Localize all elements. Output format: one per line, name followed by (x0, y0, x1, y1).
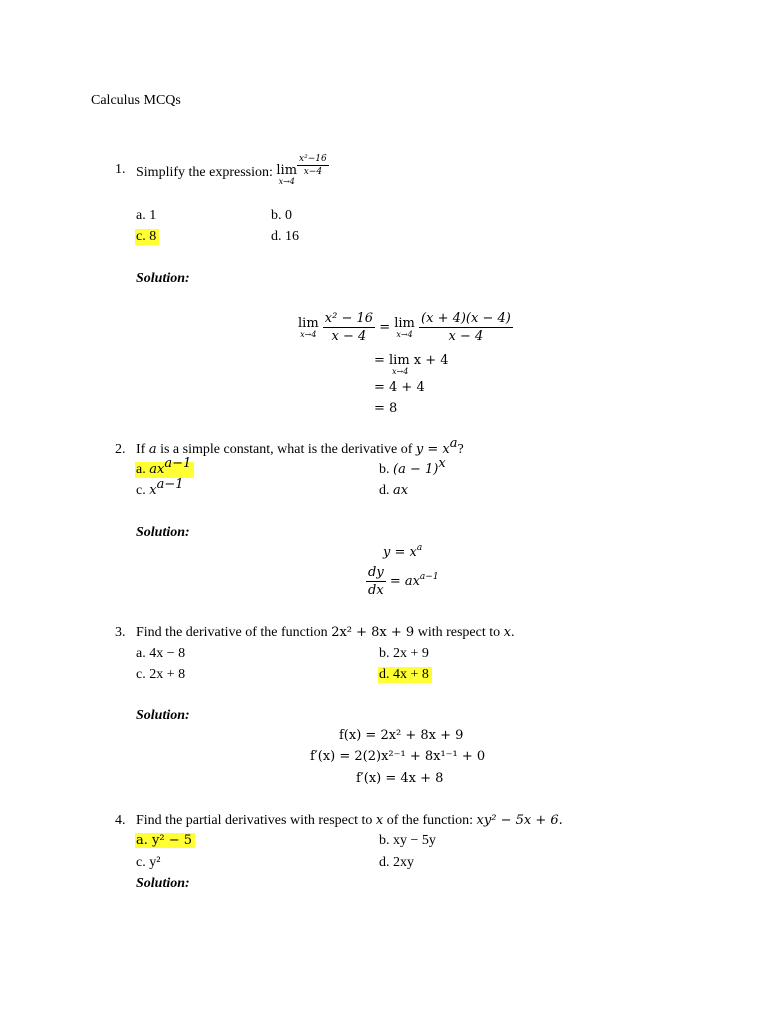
question-2-number: 2. (115, 442, 126, 457)
q2-option-c[interactable]: c. $x^{a-1}$ (136, 477, 184, 498)
q2-solution-line-2: $\frac{dy}{dx}$ = $ax^{a-1}$ (368, 565, 439, 598)
question-1-number: 1. (115, 162, 126, 177)
q1-solution-line-4: = 8 (374, 401, 398, 416)
q1-solution-line-2: = lim x + 4 (374, 353, 449, 368)
q2-solution-label: Solution: (136, 525, 190, 540)
q3-option-d[interactable]: d. 4x + 8 (378, 667, 432, 683)
q1-solution-line-1: lim x→4 $\frac{\text{x² − 16}}{x - 4}$ = lim x→4 $\frac{(x + 4)(x - 4)}{x - 4}$ (298, 311, 511, 344)
limit-fraction: $\frac{\text{x²−16}}{x-4}$ (299, 154, 327, 177)
q2-solution-line-1: $y = x^a$ (383, 543, 423, 560)
q2-option-b[interactable]: b. $(a - 1)^x$ (379, 456, 446, 477)
q3-option-c[interactable]: c. 2x + 8 (136, 667, 186, 682)
question-4-number: 4. (115, 813, 126, 828)
q4-option-a[interactable]: a. y² − 5 (135, 833, 195, 848)
q1-option-d[interactable]: d. 16 (271, 229, 299, 244)
question-3-number: 3. (115, 625, 126, 640)
question-4: Find the partial derivatives with respect to x of the function: xy² − 5x + 6. (136, 813, 563, 828)
q1-solution-label: Solution: (136, 271, 190, 286)
page-title: Calculus MCQs (91, 93, 181, 108)
question-1-text: Simplify the expression: (136, 165, 277, 180)
q1-solution-line-3: = 4 + 4 (374, 380, 425, 395)
question-1 (136, 154, 329, 186)
q3-option-a[interactable]: a. 4x − 8 (136, 646, 186, 661)
q1-option-a[interactable]: a. 1 (136, 208, 157, 223)
limit-operator: lim x→4 (276, 163, 298, 186)
q3-solution-line-1: f(x) = 2x² + 8x + 9 (339, 728, 464, 743)
q2-option-d[interactable]: d. ax (379, 483, 409, 498)
q1-option-b[interactable]: b. 0 (271, 208, 292, 223)
q4-option-b[interactable]: b. xy − 5y (379, 833, 436, 848)
q3-solution-line-2: f′(x) = 2(2)x²⁻¹ + 8x¹⁻¹ + 0 (310, 749, 486, 764)
q2-option-a[interactable]: a. $ax^{a-1}$ (135, 462, 194, 478)
q4-option-d[interactable]: d. 2xy (379, 855, 414, 870)
q4-option-c[interactable]: c. y² (136, 855, 161, 870)
q1-option-c[interactable]: c. 8 (135, 229, 159, 245)
q3-solution-label: Solution: (136, 708, 190, 723)
question-2: If a is a simple constant, what is the derivative of $y = x^a$? (136, 436, 464, 457)
q1-solution-line-2-sub: x→4 (392, 367, 409, 376)
q3-solution-line-3: f′(x) = 4x + 8 (356, 771, 444, 786)
q3-option-b[interactable]: b. 2x + 9 (379, 646, 429, 661)
q4-solution-label: Solution: (136, 876, 190, 891)
question-3: Find the derivative of the function 2x² + 8x + 9 with respect to x. (136, 625, 515, 640)
